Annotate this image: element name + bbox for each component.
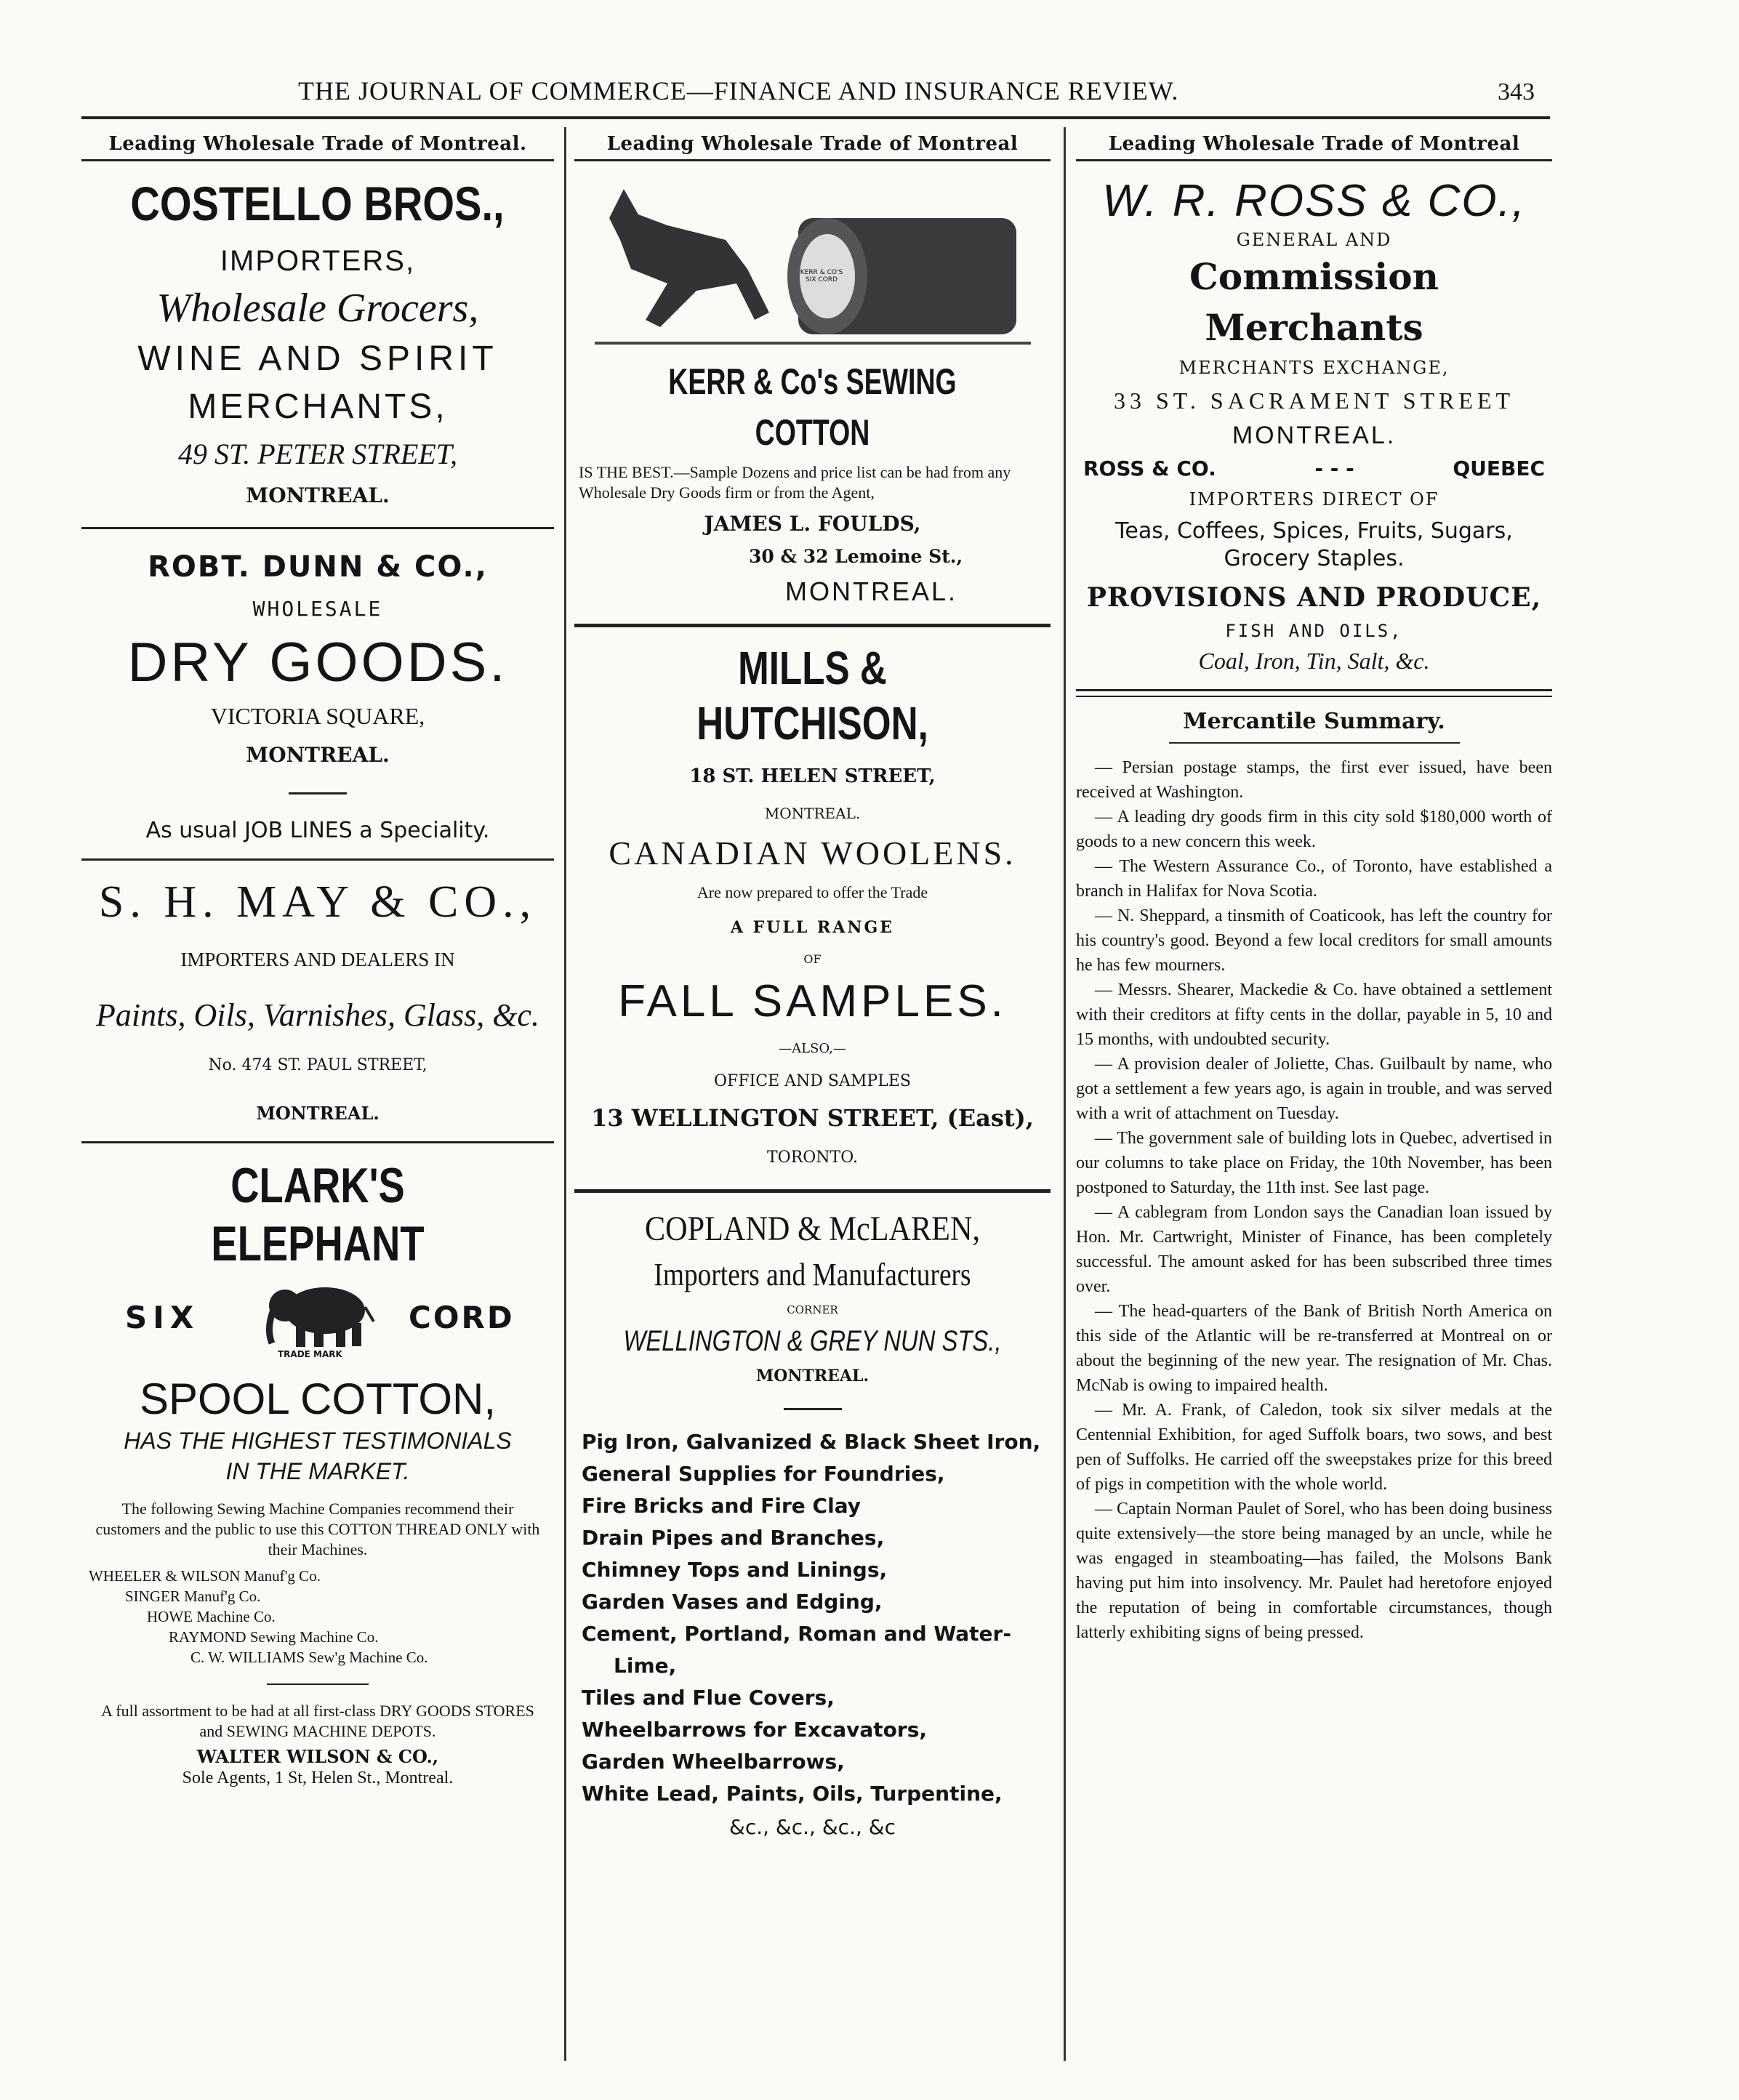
news-item: — The government sale of building lots in Quebec, advertised in our columns to take place on Friday, the 10th November, has been postponed to Saturday, the 11th inst. See last page. — [1076, 1129, 1552, 1197]
ad-address: 49 ST. PETER STREET, — [177, 438, 458, 470]
divider — [81, 527, 554, 529]
short-divider — [267, 1683, 369, 1685]
ad-line: SPOOL COTTON, — [139, 1375, 497, 1423]
ad-city: MONTREAL. — [1232, 422, 1397, 449]
ad-note: As usual JOB LINES a Speciality. — [145, 818, 490, 843]
ad-line: Coal, Iron, Tin, Salt, &c. — [1198, 648, 1430, 674]
ad-line: OFFICE AND SAMPLES — [714, 1072, 911, 1090]
column-left — [81, 127, 554, 2083]
ad-line: IMPORTERS AND DEALERS IN — [180, 949, 455, 970]
divider — [81, 1141, 554, 1143]
news-item: — A provision dealer of Joliette, Chas. Guilbault by name, who got a settlement a few years ago, is again in trouble, and was served with a writ of attachment on Tuesday. — [1076, 1055, 1552, 1123]
ad-address: 30 & 32 Lemoine St., — [749, 546, 963, 567]
news-item: — The head-quarters of the Bank of British North America on this side of the Atlantic will be re-transferred at Montreal on or about the beginning of the new year. The resignation of Mr. Chas. McNab is owing to impaired health. — [1076, 1302, 1552, 1395]
clark-ad — [81, 1156, 554, 1788]
ad-address: 13 WELLINGTON STREET, (East), — [591, 1104, 1034, 1132]
ad-address: No. 474 ST. PAUL STREET, — [208, 1056, 427, 1074]
ad-line: Commission Merchants — [1189, 255, 1439, 349]
double-divider — [1076, 689, 1552, 697]
ad-line: CORD — [409, 1300, 515, 1335]
news-item: — A cablegram from London says the Canadian loan issued by Hon. Mr. Cartwright, Minister of Finance, has been completely successful. The amount asked for has been subscribed three times over. — [1076, 1203, 1552, 1296]
goods-list — [574, 1426, 1051, 1810]
ad-line: IN THE MARKET. — [225, 1458, 410, 1484]
advertiser-name: MILLS & HUTCHISON, — [696, 642, 928, 749]
advertiser-name: KERR & Co's SEWING COTTON — [668, 361, 957, 453]
ad-line: A FULL RANGE — [730, 918, 895, 937]
list-item: Cement, Portland, Roman and Water-Lime, — [582, 1622, 1011, 1678]
ad-line: FISH AND OILS, — [1225, 621, 1403, 641]
ad-city: MONTREAL. — [785, 576, 958, 606]
ad-line: WINE AND SPIRIT — [137, 339, 498, 378]
spool-label: KERR & CO'S SIX CORD — [800, 269, 843, 283]
ad-line: MERCHANTS, — [188, 387, 448, 426]
list-item: General Supplies for Foundries, — [582, 1462, 945, 1486]
elephant-row — [81, 1278, 554, 1365]
header-rule — [81, 116, 1550, 119]
list-item: Pig Iron, Galvanized & Black Sheet Iron, — [582, 1430, 1041, 1454]
ad-line: SIX — [125, 1300, 200, 1335]
ad-body: The following Sewing Machine Companies recommend their customers and the public to use this COTTON THREAD ONLY with their Machines. — [95, 1500, 540, 1558]
page-number: 343 — [1498, 79, 1535, 105]
ad-line: IMPORTERS, — [220, 245, 416, 277]
copland-ad — [574, 1206, 1051, 1845]
ad-body: A full assortment to be had at all first-class DRY GOODS STORES and SEWING MACHINE DEPOTS. — [101, 1702, 534, 1740]
short-divider — [784, 1408, 842, 1410]
ad-line: DRY GOODS. — [127, 632, 508, 693]
kerr-illustration — [574, 174, 1051, 356]
mills-ad — [574, 640, 1051, 1176]
list-item: HOWE Machine Co. — [147, 1608, 276, 1625]
advertiser-name: COSTELLO BROS., — [130, 177, 505, 230]
agent-name: WALTER WILSON & CO., — [196, 1746, 439, 1767]
section-title: Mercantile Summary. — [1183, 709, 1445, 734]
branch-dashes: - - - — [1314, 456, 1354, 480]
list-item: Garden Wheelbarrows, — [582, 1750, 845, 1774]
ad-line: Wholesale Grocers, — [156, 286, 479, 331]
list-item: Tiles and Flue Covers, — [582, 1686, 835, 1710]
advertiser-name: W. R. ROSS & CO., — [1102, 176, 1526, 226]
list-item: Fire Bricks and Fire Clay — [582, 1494, 861, 1518]
dog-and-spool-icon — [580, 174, 1045, 356]
ad-city: MONTREAL. — [755, 1367, 870, 1385]
ad-line: GENERAL AND — [1236, 230, 1392, 250]
branch-city: QUEBEC — [1453, 456, 1545, 480]
advertiser-name: S. H. MAY & CO., — [98, 877, 537, 927]
ad-line: Importers and Manufacturers — [654, 1257, 971, 1292]
running-title: THE JOURNAL OF COMMERCE—FINANCE AND INSURANCE REVIEW. — [298, 76, 1179, 105]
ad-line: —ALSO,— — [779, 1041, 846, 1056]
ad-city: TORONTO. — [767, 1148, 858, 1167]
ad-line: WELLINGTON & GREY NUN STS., — [623, 1325, 1002, 1357]
elephant-icon — [263, 1278, 379, 1351]
agent-line: Sole Agents, 1 St, Helen St., Montreal. — [182, 1769, 454, 1787]
advertiser-name: COPLAND & McLAREN, — [644, 1210, 981, 1248]
column-divider — [1064, 127, 1066, 2061]
agent-name: JAMES L. FOULDS, — [704, 512, 921, 536]
ad-line: WHOLESALE — [252, 597, 383, 621]
list-item: RAYMOND Sewing Machine Co. — [169, 1628, 379, 1646]
ad-line: OF — [803, 952, 822, 966]
ad-line: MERCHANTS EXCHANGE, — [1178, 358, 1450, 378]
column-heading: Leading Wholesale Trade of Montreal. — [81, 127, 554, 161]
mercantile-summary — [1076, 755, 1552, 1645]
column-middle — [574, 127, 1051, 2083]
ad-line: Teas, Coffees, Spices, Fruits, Sugars, Grocery Staples. — [1115, 518, 1513, 571]
column-right — [1076, 127, 1552, 2083]
ad-city: MONTREAL. — [246, 743, 390, 767]
news-item: — Persian postage stamps, the first ever issued, have been received at Washington. — [1076, 758, 1552, 802]
title-underline — [1169, 742, 1460, 744]
ad-line: CANADIAN WOOLENS. — [609, 834, 1016, 872]
sewing-machine-list — [81, 1566, 554, 1667]
costello-ad — [81, 176, 554, 514]
ad-line: IMPORTERS DIRECT OF — [1189, 489, 1439, 510]
short-divider — [289, 792, 347, 794]
news-item: — N. Sheppard, a tinsmith of Coaticook, has left the country for his country's good. Beyond a few local creditors for small amounts he has few mourners. — [1076, 906, 1552, 975]
list-item: C. W. WILLIAMS Sew'g Machine Co. — [190, 1649, 428, 1666]
news-item: — The Western Assurance Co., of Toronto, have established a branch in Halifax for Nova Scotia. — [1076, 857, 1552, 901]
ad-address: 33 ST. SACRAMENT STREET — [1113, 387, 1515, 414]
branch-name: ROSS & CO. — [1083, 456, 1216, 480]
ad-line: HAS THE HIGHEST TESTIMONIALS — [124, 1428, 512, 1454]
divider — [574, 624, 1051, 627]
trademark-label: TRADE MARK — [278, 1349, 342, 1359]
news-item: — Messrs. Shearer, Mackedie & Co. have obtained a settlement with their creditors at fifty cents in the dollar, payable in 5, 10 and 15 months, with undoubted security. — [1076, 981, 1552, 1049]
may-ad — [81, 874, 554, 1128]
divider — [81, 858, 554, 861]
ad-line: CORNER — [787, 1303, 838, 1316]
dunn-ad — [81, 544, 554, 845]
list-item: Wheelbarrows for Excavators, — [582, 1718, 928, 1742]
kerr-ad — [574, 174, 1051, 611]
ad-city: MONTREAL. — [246, 483, 390, 507]
advertiser-name: CLARK'S ELEPHANT — [211, 1158, 425, 1271]
ross-ad — [1076, 174, 1552, 677]
page-header — [0, 71, 1739, 122]
news-item: — A leading dry goods firm in this city sold $180,000 worth of goods to a new concern this week. — [1076, 808, 1552, 851]
list-item: Chimney Tops and Linings, — [582, 1558, 888, 1582]
column-divider — [564, 127, 566, 2061]
list-item: Drain Pipes and Branches, — [582, 1526, 885, 1550]
ad-address: 18 ST. HELEN STREET, — [689, 765, 936, 787]
column-heading: Leading Wholesale Trade of Montreal — [574, 127, 1051, 161]
ad-city: MONTREAL. — [256, 1103, 379, 1124]
list-item: White Lead, Paints, Oils, Turpentine, — [582, 1782, 1003, 1806]
ad-line: PROVISIONS AND PRODUCE, — [1086, 582, 1542, 613]
list-item: Garden Vases and Edging, — [582, 1590, 883, 1614]
branch-line — [1076, 452, 1552, 486]
ad-body: IS THE BEST.—Sample Dozens and price list can be had from any Wholesale Dry Goods firm or from the Agent, — [579, 463, 1011, 502]
news-item: — Captain Norman Paulet of Sorel, who has been doing business quite extensively—the store being managed by an uncle, while he was engaged in steamboating—has failed, the Molsons Bank having put him into insolvency. Mr. Paulet had heretofore enjoyed the reputation of being in comfortable circumstances, though latterly exhibiting signs of being pressed. — [1076, 1500, 1552, 1642]
ad-line: Are now prepared to offer the Trade — [696, 883, 928, 901]
ad-address: VICTORIA SQUARE, — [210, 703, 425, 729]
news-item: — Mr. A. Frank, of Caledon, took six silver medals at the Centennial Exhibition, for aged Suffolk boars, two sows, and best pen of Suffolks. He carried off the sweepstakes prize for this breed of pigs in competition with the whole world. — [1076, 1401, 1552, 1494]
list-item: SINGER Manuf'g Co. — [125, 1588, 261, 1605]
ad-line: &c., &c., &c., &c — [728, 1815, 896, 1839]
ad-line: Paints, Oils, Varnishes, Glass, &c. — [96, 997, 539, 1033]
ad-line: FALL SAMPLES. — [618, 976, 1007, 1026]
ad-city: MONTREAL. — [764, 805, 861, 822]
advertiser-name: ROBT. DUNN & CO., — [148, 550, 488, 584]
list-item: WHEELER & WILSON Manuf'g Co. — [89, 1567, 321, 1585]
divider — [574, 1189, 1051, 1193]
column-heading: Leading Wholesale Trade of Montreal — [1076, 127, 1552, 161]
